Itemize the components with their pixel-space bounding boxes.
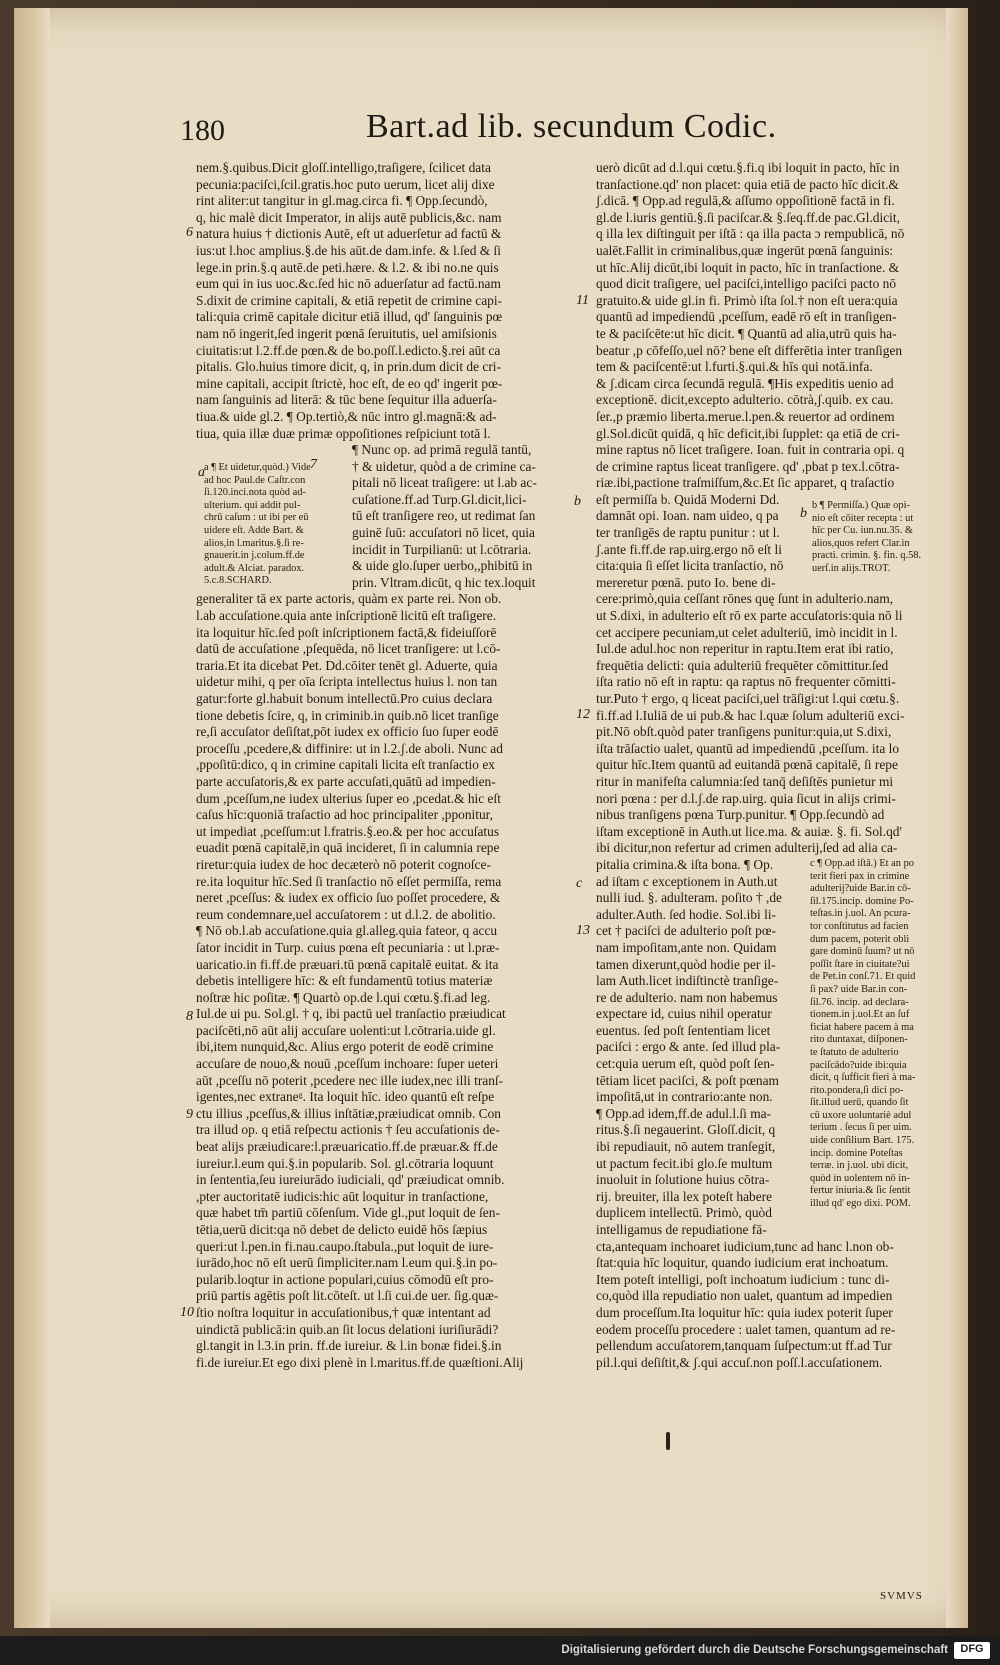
right-column-line: pil.l.qui deſiſtit,& ʃ.qui accuſ.non poſſ.l.accuſationem. — [596, 1354, 883, 1370]
note-a-line: 5.c.8.SCHARD. — [204, 575, 272, 587]
right-column-line: gl.Sol.dicūt quidā, q hīc deficit,ibi ſupplet: qa etiā de cri- — [596, 425, 900, 441]
note-a-line: ad hoc Paul.de Caſtr.con — [204, 474, 306, 486]
left-column-line: ¶ Nō ob.l.ab accuſatione.quia gl.alleg.quia fateor, q accu — [196, 923, 498, 939]
page-header — [180, 108, 940, 158]
note-c-line: ſit.illud uerū, quando ſit — [810, 1097, 909, 1109]
note-b-line: hīc per Cu. iun.nu.35. & — [812, 525, 914, 537]
digitization-footer — [0, 1636, 1000, 1665]
dfg-logo: DFG — [954, 1642, 990, 1659]
right-column-line: exceptionē. dicit,excepto adulterio. cōtrà,ʃ.quib. ex cau. — [596, 392, 894, 408]
margin-number: 9 — [186, 1107, 193, 1122]
right-column-line: ualēt.Fallit in criminalibus,quæ ingerūt pœnā ſanguinis: — [596, 242, 894, 258]
right-column-line: pit.Nō obſt.quòd pater tranſigens punitur:quia,ut S.dixi, — [596, 724, 892, 740]
right-column-line: frequētia delicti: quia adulteriū frequēter cōmittitur.ſed — [596, 657, 889, 673]
right-column-line: cet:quia uerum eſt, quòd poſt ſen- — [596, 1056, 775, 1072]
margin-number: 10 — [180, 1305, 194, 1320]
margin-number: 12 — [576, 707, 590, 722]
right-column-line: eſt permiſſa b. Quidā Moderni Dd. — [596, 491, 780, 507]
right-column-line: lam Auth.licet indiſtinctè tranſige- — [596, 973, 779, 989]
right-column-line: cet accipere pecuniam,ut celet adulteriū, imò incidit in l. — [596, 624, 898, 640]
note-c-line: rito.pondera,ſi dici po- — [810, 1084, 904, 1096]
left-column-line: ¶ Nunc op. ad primā regulā tantū, — [352, 442, 532, 458]
note-c-line: paciſcādo?uide ibi:quia — [810, 1059, 907, 1071]
note-c-line: c ¶ Opp.ad iſtā.) Et an po — [810, 858, 914, 869]
note-c-line: de Pet.in conſ.71. Et quid — [810, 971, 916, 983]
note-c-line: terit fieri pax in crimine — [810, 870, 910, 882]
left-column-line: debetis intelligere hīc: & eſt fundamentū totius materiæ — [196, 973, 493, 989]
left-column-line: l.ab accuſatione.quia ante inſcriptionē licitū eſt traſigere. — [196, 608, 497, 624]
note-b-line: nio eſt cōiter recepta : ut — [812, 512, 914, 524]
left-column-line: pitalis. Glo.huius timore dicit, q, in prin.dum dicit de cri- — [196, 359, 501, 375]
right-column-line: riæ.ibi,pactione traſmiſſum,&c.Et ſic apparet, q traſactio — [596, 475, 895, 491]
left-column-line: eum qui in ius uoc.&c.ſed hic nō aduerſatur ad factū.nam — [196, 276, 501, 292]
left-column-line: queri:ut l.pen.in fi.nau.caupo.ſtabula.,put loquit de iure- — [196, 1238, 494, 1254]
page-edge-left — [14, 8, 50, 1628]
left-column-line: tiua.& uide gl.2. ¶ Op.tertiò,& nūc intro gl.magnā:& ad- — [196, 408, 497, 424]
left-column-line: uaricatio.in fi.ff.de præuari.tū pœnā capitalē euitat. & ita — [196, 956, 499, 972]
margin-note-c — [810, 858, 944, 1211]
note-c-line: cū uxore uoluntariè adul — [810, 1109, 912, 1121]
left-text-column — [196, 160, 582, 1371]
left-column-line: riretur:quia iudex de hoc decæterò nō poterit cognoſce- — [196, 856, 491, 872]
right-column-line: dum proceſſum.Ita loquitur hīc: quia iudex poterit ſuper — [596, 1304, 893, 1320]
left-column-line: gatur:forte gl.habuit bonum intellectū.Pro cuius declara — [196, 691, 493, 706]
right-column-line: ritus.§.ſi negauerint. Gloſſ.dicit, q — [596, 1122, 776, 1138]
right-column-line: intelligamus de repudiatione fā- — [596, 1222, 767, 1237]
margin-number: 6 — [186, 225, 193, 240]
left-column-line: caſus hīc:quoniā traſactio ad hoc principaliter ,pponitur, — [196, 807, 493, 823]
right-column-line: eodem proceſſu procedere : ualet tamen, quantum ad re- — [596, 1321, 896, 1337]
left-column-line: pitali nō liceat traſigere: ut l.ab ac- — [352, 475, 537, 491]
left-column-line: Iul.de ui pu. Sol.gl. † q, ibi pactū uel tranſactio præiudicat — [196, 1006, 506, 1022]
margin-number: 7 — [310, 457, 317, 472]
left-column-line: tali:quia crimē capitale dicitur etiā illud, qd' ſanguinis pœ — [196, 309, 503, 325]
left-column-line: ut impediat ,pceſſum:ut l.fratris.§.eo.& per hoc accuſatus — [196, 823, 500, 839]
right-column-line: Iul.de adul.hoc non reperitur in raptu.Item erat ibi ratio, — [596, 641, 894, 657]
page-number: 180 — [180, 114, 225, 147]
left-column-line: & uide glo.ſuper uerbo,,phibitū in — [352, 558, 533, 574]
right-column-line: tranſactione.qd' non placet: quia etiā de pacto hīc dicit.& — [596, 176, 899, 192]
note-a-line: chrū caſum : ut ibi per eū — [204, 512, 309, 524]
left-column-line: accuſare de nouo,& nouū ,pceſſum inchoare: ſuper ueteri — [196, 1056, 499, 1072]
note-c-line: adulterij?uide Bar.in cō- — [810, 883, 911, 895]
right-column-line: duplicem intellectū. Primò, quòd — [596, 1205, 772, 1221]
note-a-line: uidere eſt. Adde Bart. & — [204, 524, 304, 536]
left-column-line: re,ſi accuſator deſiſtat,pōt iudex ex officio ſuo ſuper eodē — [196, 724, 499, 740]
left-column-line: reum condemnare,uel accuſatorem : ut d.l.2. de abolitio. — [196, 906, 496, 922]
left-column-line: fi.de iureiur.Et ego dixi plenè in l.maritus.ff.de quæſtioni.Alij — [196, 1354, 524, 1370]
right-column-line: rij. breuiter, illa lex poteſt habere — [596, 1188, 773, 1204]
left-column-line: ſator incidit in Turp. cuius pœna eſt pecuniaria : ut l.præ- — [196, 939, 500, 955]
right-column-line: tētiam licet paciſci, & poſt pœnam — [596, 1072, 779, 1088]
left-column-line: tiua, quia illæ duæ primæ oppoſitiones reſpiciunt totā l. — [196, 425, 491, 441]
left-column-line: ctu illius ,pceſſus,& illius inſtātiæ,præiudicat omnib. Con — [196, 1105, 501, 1121]
margin-letter: c — [576, 876, 583, 891]
left-column-line: natura huius † dictionis Autē, eſt ut aduerſetur ad factū & — [196, 226, 502, 242]
right-column-line: uerò dicūt ad d.l.qui cœtu.§.fi.q ibi loquit in pacto, hīc in — [596, 160, 900, 175]
note-c-line: dum pacem, poterit obli — [810, 933, 910, 945]
note-c-line: incip. domine Poteſtas — [810, 1147, 903, 1159]
left-column-line: tra illud op. q etiā reſpectu actionis † ſeu accuſationis de- — [196, 1122, 500, 1138]
left-column-line: traria.Et ita dicebat Pet. Dd.cōiter tenēt gl. Aduerte, quia — [196, 657, 498, 673]
note-a-line: ſi.120.inci.nota quòd ad- — [204, 487, 306, 499]
right-column-line: paciſci : ergo & ante. ſed illud pla- — [596, 1039, 781, 1055]
right-column-line: gratuito.& uide gl.in fi. Primò iſta ſol.† non eſt uera:quia — [596, 292, 898, 308]
note-c-line: fertur iniuria.& ſic ſentit — [810, 1185, 911, 1197]
right-column-line: ¶ Opp.ad idem,ff.de adul.l.ſi ma- — [596, 1105, 772, 1121]
right-column-line: re de adulterio. nam non habemus — [596, 989, 778, 1005]
right-column-line: impoſitā,ut in contrario:ante non. — [596, 1089, 773, 1105]
left-column-line: uindictā publicā:in quib.an ſit locus delationi iuriſiurādi? — [196, 1321, 499, 1337]
note-b-line: b ¶ Permiſſa.) Quæ opi- — [812, 500, 910, 511]
left-column-line: pularib.loqtur in actione populari,cuius cōmodū eſt pro- — [196, 1271, 494, 1287]
note-c-line: quòd in uolentem nō in- — [810, 1172, 910, 1184]
right-column-line: tem & paciſcentē:ut l.furti.§.qui.& hīs qui notā.infa. — [596, 359, 873, 375]
left-column-line: noſtræ hic poſitæ. ¶ Quartò op.de l.qui cœtu.§.fi.ad leg. — [196, 989, 491, 1005]
left-column-line: cuſatione.ff.ad Turp.Gl.dicit,lici- — [352, 491, 527, 507]
footer-credit: Digitalisierung gefördert durch die Deutsche Forschungsgemeinschaft — [561, 1644, 948, 1656]
left-column-line: tētia,uerū dicit:qa nō debet de delicto euidē hōs ſæpius — [196, 1222, 488, 1237]
right-column-line: iſtam exceptionē in Auth.ut lice.ma. & auiæ. §. fi. Sol.qd' — [596, 823, 902, 839]
right-column-line: ſer.,p præmio liberta.merue.l.pen.& reuertor ad ordinem — [596, 408, 895, 424]
right-column-line: ut pactum fecit.ibi glo.ſe multum — [596, 1155, 773, 1171]
left-column-line: paciſcēti,nō aūt alij accuſare uolenti:ut l.cōtraria.uide gl. — [196, 1022, 496, 1038]
right-column-line: mine raptus nō licet traſigere. Ioan. fuit in contraria opi. q — [596, 442, 905, 458]
left-column-line: aūt ,pceſſu nō poterit ,pcedere nec ille iudex,nec illi tranſ- — [196, 1072, 504, 1088]
margin-note-b — [812, 500, 944, 576]
right-column-line: inuoluit in ſolutione huius cōtra- — [596, 1172, 770, 1188]
left-column-line: proceſſu ,pcedere,& diffinire: ut in l.2.ʃ.de aboli. Nunc ad — [196, 740, 503, 756]
right-column-line: ſtat:quia hīc loquitur, quando iudicium erat inchoatum. — [596, 1255, 889, 1271]
left-column-line: datū de accuſatione ,pſequēda, nō licet tranſigere: ut l.cō- — [196, 641, 501, 657]
note-c-line: terræ. in j.uol. ubi dicit, — [810, 1160, 909, 1172]
right-column-line: euentus. ſed poſt ſententiam licet — [596, 1022, 771, 1038]
right-column-line: iſta trāſactio ualet, quantū ad impediendū ,pceſſum. ita lo — [596, 740, 900, 756]
note-c-line: ficiat habere pacem à ma — [810, 1021, 914, 1033]
note-c-line: terium . ſecus ſi per uim. — [810, 1122, 912, 1134]
left-column-line: rint aliter:ut tangitur in gl.mag.circa fi. ¶ Opp.ſecundò, — [196, 193, 488, 209]
right-column-line: nulli iud. §. adulteram. poſito † ,de — [596, 890, 782, 906]
left-column-line: igentes,nec extraneᵍ. Ita loquit hīc. ideo quantū eſt reſpe — [196, 1089, 495, 1105]
right-column-line: nam impoſitam,ante non. Quidam — [596, 939, 777, 955]
right-column-line: iſta ratio nō eſt in raptu: qa raptus nō frequenter cōmitti- — [596, 674, 896, 690]
left-column-line: iurādo,hoc nō eſt uerū ſimpliciter.nam l.eum qui.§.in po- — [196, 1255, 498, 1271]
left-column-line: uidetur mihi, q per oīa ſcripta intellectus huius l. non tan — [196, 674, 498, 690]
note-c-line: teſtas.in j.uol. An pcura- — [810, 908, 911, 920]
note-a-line: gnauerit.in j.colum.ff.de — [204, 550, 305, 562]
right-column-line: ter tranſigēs de raptu punitur : ut l. — [596, 525, 780, 541]
left-column-line: neret ,pceſſus: & iudex ex officio ſuo poſſet procedere, & — [196, 890, 501, 906]
left-column-line: in ſententia,ſeu iureiurādo iudiciali, qd' præiudicat omnib. — [196, 1172, 505, 1188]
right-column-line: ad iſtam c exceptionem in Auth.ut — [596, 873, 778, 889]
left-column-line: quæ habet tm̄ partiū cōſenſum. Vide gl.,put loquit de ſen- — [196, 1205, 500, 1221]
left-column-line: iureiur.l.eum qui.§.in popularib. Sol. gl.cōtraria loquunt — [196, 1155, 494, 1171]
note-c-line: ſil.76. incip. ad declara- — [810, 996, 909, 1008]
margin-letter: b — [800, 506, 807, 521]
right-column-line: pitalia crimina.& iſta bona. ¶ Op. — [596, 856, 774, 872]
right-column-line: co,quòd illa repudiatio non ualet, quantum ad impedien — [596, 1288, 893, 1304]
right-column-line: quantū ad impediendū ,pceſſum, eadē rō eſt in tranſigen- — [596, 309, 897, 325]
left-column-line: tione debetis ſcire, q, in criminib.in quib.nō licet tranſige — [196, 707, 499, 723]
right-column-line: quitur hīc.Item quantū ad euitandā pœnā capitalē, ſi repe — [596, 757, 898, 773]
catchword: SVMVS — [880, 1590, 923, 1602]
left-column-line: ,pter auctoritatē iudicis:hic aūt loquitur in tranſactione, — [196, 1188, 489, 1204]
right-column-line: cere:primò,quia ceſſant rōnes quę ſunt in adulterio.nam, — [596, 591, 894, 607]
right-column-line: ut hīc.Alij dicūt,ibi loquit in pacto, hīc in tranſactione. & — [596, 259, 900, 275]
right-column-line: ʃ.ante fi.ff.de rap.uirg.ergo nō eſt li — [596, 541, 782, 557]
note-a-line: adult.& Alciat. paradox. — [204, 562, 305, 574]
ink-blot — [666, 1432, 670, 1450]
margin-number: 8 — [186, 1009, 193, 1024]
left-column-line: q, hic malè dicit Imperator, in alijs autē publicis,&c. nam — [196, 209, 502, 225]
right-column-line: expectare id, cuius nihil operatur — [596, 1006, 772, 1022]
right-column-line: tamen dixerunt,quòd hodie per il- — [596, 956, 776, 972]
left-column-line: mine capitali, accipit ſtrictè, hoc eſt, de eo qd' ingerit pœ- — [196, 375, 503, 391]
right-column-line: damnāt opi. Ioan. nam uideo, q pa — [596, 508, 779, 524]
left-column-line: ſtio noſtra loquitur in accuſationibus,† quæ intentant ad — [196, 1304, 491, 1320]
left-column-line: incidit in Turpilianū: ut l.cōtraria. — [352, 541, 532, 557]
right-column-line: nori pœna : per d.l.ʃ.de rap.uirg. quia ſicut in alijs crimi- — [596, 790, 896, 806]
right-column-line: cta,antequam inchoaret iudicium,tunc ad hanc l.non ob- — [596, 1238, 894, 1254]
right-column-line: pellendum accuſatorem,tanquam ſuſpectum:ut ff.ad Tur — [596, 1338, 892, 1354]
left-column-line: nam nō ingerit,ſed ingerit pœnā ſeruitutis, uel amiſsionis — [196, 325, 497, 341]
left-column-line: lege.in prin.§.q autē.de peti.hære. & l.2. & ibi no.ne quis — [196, 259, 499, 275]
left-column-line: pecunia:paciſci,ſcil.gratis.hoc puto uerum, licet alij dixe — [196, 176, 495, 192]
margin-letter: a — [198, 465, 205, 480]
margin-number: 13 — [576, 923, 590, 938]
left-column-line: S.dixit de crimine capitali, & etiā repetit de crimine capi- — [196, 292, 503, 308]
left-column-line: generaliter tā ex parte actoris, quàm ex parte rei. Non ob. — [196, 591, 502, 607]
right-column-line: beatur ,p cōfeſſo,uel nō? bene eſt differētia inter tranſigen — [596, 342, 903, 358]
right-column-line: quod dicit traſigere, uel paciſci,intelligo paciſci pacto nō — [596, 276, 897, 292]
note-a-line: a ¶ Et uidetur,quòd.) Vide — [204, 462, 311, 473]
note-c-line: te ſtatuto de adulterio — [810, 1046, 899, 1058]
left-column-line: dum ,pceſſum,ne iudex ulterius ſuper eo ,pcedat.& hic eſt — [196, 790, 501, 806]
left-column-line: tū eſt tranſigere reo, ut redimat ſan — [352, 508, 536, 524]
running-title: Bart.ad lib. secundum Codic. — [366, 108, 777, 145]
left-column-line: guinē ſuū: accuſatori nō licet, quia — [352, 525, 535, 541]
right-column-line: adulter.Auth. ſed hodie. Sol.ibi li- — [596, 906, 777, 922]
right-column-line: gl.de l.iuris gentiū.§.ſi paciſcar.& §.ſeq.ff.de pac.Gl.dicit, — [596, 209, 900, 225]
right-column-line: cet † paciſci de adulterio poſt pœ- — [596, 923, 776, 939]
note-a-line: alios,in l.maritus.§.ſi re- — [204, 537, 304, 549]
right-column-line: ut S.dixi, in adulterio eſt rō ex parte accuſatoris:quia nō li — [596, 608, 903, 624]
right-column-line: tur.Puto † ergo, q liceat paciſci,uel trāſigi:ut l.qui cœtu.§. — [596, 691, 900, 706]
note-b-line: uerſ.in alijs.TROT. — [812, 562, 891, 574]
right-column-line: q illa lex diſtinguit per iſtā : qa illa pacta ɔ rempublicā, nō — [596, 226, 905, 242]
note-b-line: practi. crimin. §. fin. q.58. — [812, 550, 922, 562]
right-column-line: te & paciſcēte:ut hīc dicit. ¶ Quantū ad alia,utrū quis ha- — [596, 325, 897, 341]
left-column-line: parte accuſatoris,& ex parte accuſati,quātū ad impedien- — [196, 773, 496, 789]
note-c-line: poſſit ſtare in ciuitate?ui — [810, 958, 910, 970]
note-c-line: uide conſilium Bart. 175. — [810, 1135, 915, 1147]
right-column-line: fi.ff.ad l.Iuliā de ui pub.& hac l.quæ ſolum adulteriū exci- — [596, 707, 905, 723]
right-column-line: ibi dicitur,non refertur ad crimen adulterij,ſed ad alia ca- — [596, 840, 898, 856]
note-c-line: tionem.in j.uol.Et an ſuf — [810, 1009, 910, 1021]
left-column-line: beat alijs præiudicare:l.præuaricatio.ff.de præuar.& ff.de — [196, 1139, 498, 1155]
note-c-line: ſi pax? uide Bar.in con- — [810, 983, 908, 995]
right-column-line: & ʃ.dicam circa ſecundā regulā. ¶His expeditis uenio ad — [596, 375, 894, 391]
left-column-line: ius:ut l.hoc amplius.§.de his aūt.de dam.infe. & l.ſed & ſi — [196, 242, 501, 258]
note-c-line: illud qd' ego dixi. POM. — [810, 1198, 911, 1210]
left-column-line: euadit pœnā capitalē,in quā incideret, ſi in calumnia repe — [196, 840, 500, 856]
left-column-line: ita loquitur hīc.ſed poſt inſcriptionem factā,& fideiuſſorē — [196, 624, 497, 640]
right-column-line: ibi repudiauit, nō autem tranſegit, — [596, 1139, 776, 1155]
margin-letter: b — [574, 494, 581, 509]
left-column-line: gl.tangit in l.3.in prin. ff.de iureiur. & l.in bonæ fidei.§.in — [196, 1338, 502, 1354]
right-column-line: ʃ.dicā. ¶ Opp.ad regulā,& aſſumo oppoſitionē factā in fi. — [596, 193, 895, 209]
note-c-line: rito duntaxat, diſponen- — [810, 1034, 908, 1046]
right-column-line: cita:quia ſi eſſet licita tranſactio, nō — [596, 558, 784, 574]
page-edge-right — [946, 8, 968, 1628]
left-column-line: priū partis agētis poſt lit.cōteſt. ut l.ſi cui.de uer. ſig.quæ- — [196, 1288, 499, 1304]
right-column-line: Item poteſt intelligi, poſt inchoatum iudicium : tunc di- — [596, 1271, 890, 1287]
right-column-line: ritur in manifeſta calumnia:ſed tanq̄ deſiſtēs punietur mi — [596, 773, 894, 789]
right-column-line: mereretur pœnā. puto Io. bene di- — [596, 574, 776, 590]
left-column-line: ,ppoſitū:dico, q in crimine capitali licita eſt tranſactio ex — [196, 757, 495, 773]
note-a-line: ulterium. qui addit pul- — [204, 499, 301, 511]
note-c-line: tor conſtitutus ad facien — [810, 920, 909, 932]
left-column-line: re.ita loquitur hīc.Sed ſi tranſactio nō eſſet permiſſa, rema — [196, 873, 502, 889]
note-c-line: dicit, q ſufficit fieri à ma- — [810, 1072, 916, 1084]
left-column-line: nem.§.quibus.Dicit gloſſ.intelligo,traſigere, ſcilicet data — [196, 160, 491, 175]
left-column-line: prin. Vltram.dicūt, q hic tex.loquit — [352, 574, 536, 590]
note-c-line: ſil.175.incip. domine Po- — [810, 895, 914, 907]
margin-note-a — [204, 462, 346, 588]
note-c-line: gare dominū ſuum? ut nō — [810, 946, 915, 958]
left-column-line: nam ſanguinis ad literā: & tūc bene ſequitur illa aduerſa- — [196, 392, 497, 408]
right-column-line: de crimine raptus liceat tranſigere. qd' ,pbat p tex.l.cōtra- — [596, 458, 900, 474]
margin-number: 11 — [576, 293, 589, 308]
right-column-line: nibus tranſigens pœna Turp.punitur. ¶ Opp.ſecundò ad — [596, 807, 885, 823]
note-b-line: alios,quos refert Clar.in — [812, 537, 910, 549]
left-column-line: ibi,item nunquid,&c. Alius ergo poterit de eodē crimine — [196, 1039, 494, 1055]
left-column-line: ciuitatis:ut l.2.ff.de pœn.& de bo.poſſ.l.edicto.§.rei aūt ca — [196, 342, 501, 358]
left-column-line: † & uidetur, quòd a de crimine ca- — [352, 458, 536, 474]
